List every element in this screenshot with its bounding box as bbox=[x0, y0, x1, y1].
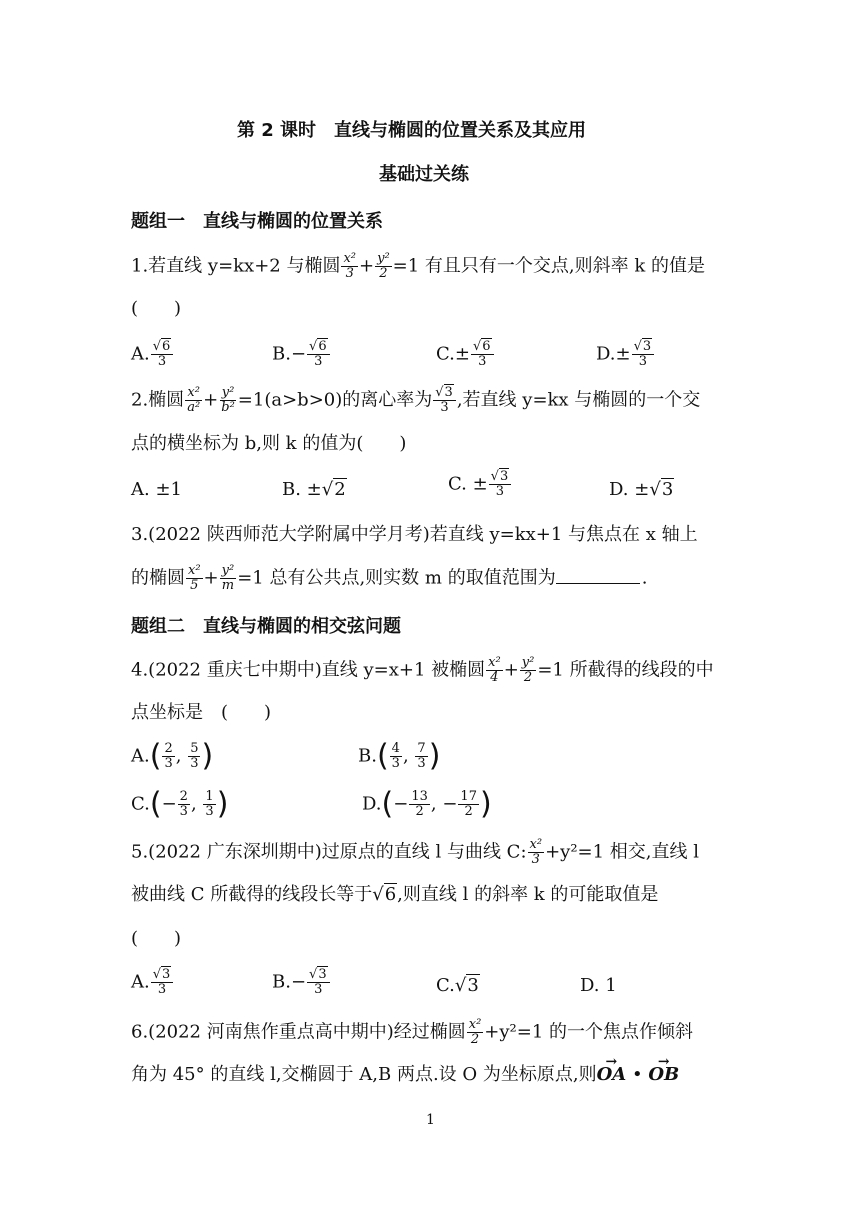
q1-option-d: D.± $\frac{√3}{3}$ bbox=[596, 340, 655, 369]
group-heading-1: 题组一 直线与椭圆的位置关系 bbox=[131, 211, 383, 232]
q1-option-c: C.± $\frac{√6}{3}$ bbox=[436, 340, 495, 369]
q5-option-c: C.√3 bbox=[436, 975, 479, 996]
q1-option-b: B.− $\frac{√6}{3}$ bbox=[272, 340, 331, 369]
q2-option-b: B. ±√2 bbox=[282, 479, 346, 500]
question-3-line-1: 3.(2022 陕西师范大学附属中学月考)若直线 y=kx+1 与焦点在 x 轴上 bbox=[131, 524, 698, 545]
question-5-line-1: 5.(2022 广东深圳期中)过原点的直线 l 与曲线 C: $\frac{\text{x²}}{3}$ +y²=1 相交,直线 l bbox=[131, 837, 699, 867]
question-6-line-1: 6.(2022 河南焦作重点高中期中)经过椭圆 $\frac{\text{x²}}{2}$ +y²=1 的一个焦点作倾斜 bbox=[131, 1017, 694, 1047]
question-6-line-2: 角为 45° 的直线 l,交椭圆于 A,B 两点.设 O 为坐标原点,则→ OA • → OB bbox=[131, 1064, 679, 1086]
question-1-paren: ( ) bbox=[131, 298, 182, 319]
group-heading-2: 题组二 直线与椭圆的相交弦问题 bbox=[131, 616, 401, 637]
q2-option-d: D. ±√3 bbox=[609, 479, 674, 500]
q1-text-b: =1 有且只有一个交点,则斜率 k 的值是 bbox=[392, 255, 705, 277]
q4-option-b: B.( $\frac{4}{3}$ , $\frac{7}{3}$ ) bbox=[358, 738, 441, 774]
q5-option-d: D. 1 bbox=[580, 975, 617, 996]
lesson-title: 第 2 课时 直线与椭圆的位置关系及其应用 bbox=[237, 120, 587, 141]
question-2-line-1: 2.椭圆 $\frac{\text{x²}}{\text{a²}}$ + $\frac{\text{y²}}{\text{b²}}$ =1(a>b>0)的离心率为 $\frac{√3}{3}$ ,若直线 y=kx 与椭圆的一个交 bbox=[131, 385, 701, 415]
q5-option-b: B.− $\frac{√3}{3}$ bbox=[272, 968, 331, 997]
page-number: 1 bbox=[426, 1112, 435, 1128]
fraction-x2-over-3: $\frac{\text{x²}}{3}$ bbox=[343, 251, 357, 281]
fraction-y2-over-2: $\frac{\text{y²}}{2}$ bbox=[377, 251, 390, 281]
question-5-paren: ( ) bbox=[131, 928, 182, 949]
q1-text-a: 1.若直线 y=kx+2 与椭圆 bbox=[131, 255, 341, 277]
q4-option-a: A.( $\frac{2}{3}$ , $\frac{5}{3}$ ) bbox=[131, 738, 214, 774]
vector-ob: → OB bbox=[648, 1064, 679, 1085]
answer-blank[interactable] bbox=[556, 583, 640, 584]
q2-option-a: A. ±1 bbox=[131, 479, 182, 500]
q4-option-c: C.(− $\frac{2}{3}$ , $\frac{1}{3}$ ) bbox=[131, 786, 229, 822]
question-4-line-1: 4.(2022 重庆七中期中)直线 y=x+1 被椭圆 $\frac{\text{x²}}{4}$ + $\frac{\text{y²}}{2}$ =1 所截得的线段的中 bbox=[131, 655, 714, 685]
question-2-line-2: 点的横坐标为 b,则 k 的值为( ) bbox=[131, 433, 407, 454]
q4-option-d: D.(− $\frac{13}{2}$ , − $\frac{17}{2}$ ) bbox=[362, 786, 492, 822]
section-subtitle: 基础过关练 bbox=[379, 164, 469, 185]
question-4-line-2: 点坐标是 ( ) bbox=[131, 702, 272, 723]
question-1-line-1: 1.若直线 y=kx+2 与椭圆 $\frac{\text{x²}}{3}$ + $\frac{\text{y²}}{2}$ =1 有且只有一个交点,则斜率 k 的值是 bbox=[131, 251, 705, 281]
question-3-line-2: 的椭圆 $\frac{\text{x²}}{5}$ + $\frac{\text{y²}}{m}$ =1 总有公共点,则实数 m 的取值范围为 . bbox=[131, 563, 648, 593]
question-5-line-2: 被曲线 C 所截得的线段长等于√6,则直线 l 的斜率 k 的可能取值是 bbox=[131, 884, 659, 905]
q1-option-a: A. $\frac{√6}{3}$ bbox=[131, 340, 174, 369]
q2-option-c: C. ± $\frac{√3}{3}$ bbox=[448, 470, 512, 499]
q5-option-a: A. $\frac{√3}{3}$ bbox=[131, 968, 174, 997]
vector-oa: → OA bbox=[597, 1064, 627, 1085]
